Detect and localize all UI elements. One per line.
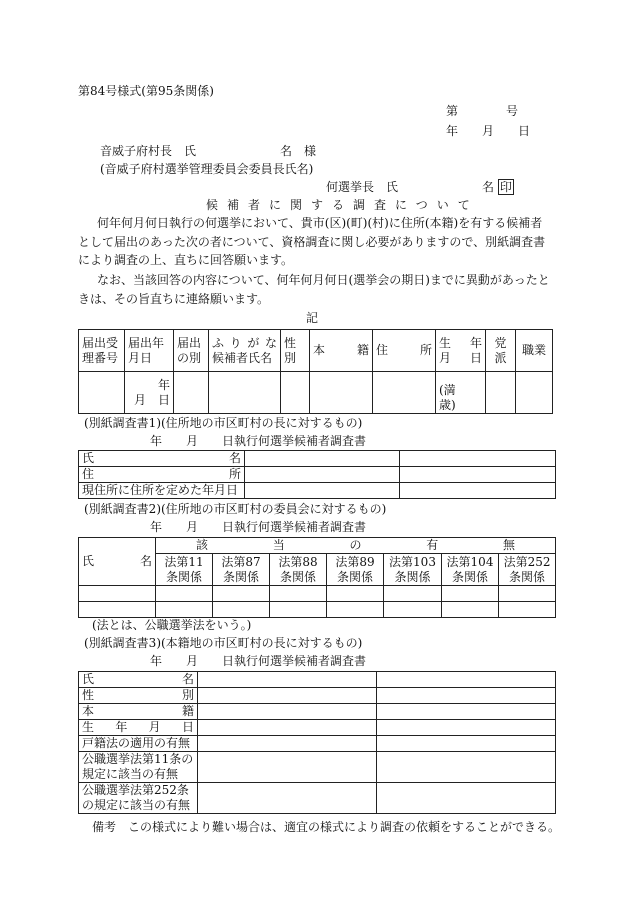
cell <box>156 586 213 602</box>
cell-age <box>436 372 486 414</box>
cell <box>198 752 377 783</box>
cell <box>79 372 125 414</box>
cell <box>281 372 310 414</box>
s2-name-label: 氏名 <box>79 538 156 586</box>
col-candidate-name <box>209 330 281 372</box>
s1-name-label: 氏名 <box>79 451 245 467</box>
s2-law-col-6: 法第252条関係 <box>499 554 556 586</box>
cell <box>327 602 384 618</box>
s3-art11-label: 公職選挙法第11条の規定に該当の有無 <box>79 752 198 783</box>
cell <box>79 602 156 618</box>
cell <box>377 752 556 783</box>
cell <box>198 704 377 720</box>
cell <box>213 586 270 602</box>
s2-law-col-1: 法第87条関係 <box>213 554 270 586</box>
cell <box>198 783 377 814</box>
s1-address-label: 住所 <box>79 467 245 483</box>
survey2-title: 年 月 日執行何選挙候補者調査書 <box>150 520 367 534</box>
sender-name: 何選挙長 氏 名 <box>326 180 495 194</box>
cell <box>377 704 556 720</box>
cell <box>245 451 400 467</box>
cell-filing-date <box>125 372 174 414</box>
s3-name-label: 氏名 <box>79 672 198 688</box>
cell <box>198 736 377 752</box>
addressee-note: (音威子府村選挙管理委員会委員長氏名) <box>100 162 314 176</box>
col-filing-date: 届出年月日 <box>125 330 174 372</box>
cell <box>209 372 281 414</box>
col-receipt-number: 届出受理番号 <box>79 330 125 372</box>
cell <box>400 467 556 483</box>
s2-law-col-4: 法第103条関係 <box>384 554 442 586</box>
cell <box>400 483 556 499</box>
s2-law-col-3: 法第89条関係 <box>327 554 384 586</box>
cell <box>373 372 436 414</box>
seal-mark: 印 <box>499 180 512 194</box>
cell <box>486 372 516 414</box>
col-domicile: 本籍 <box>310 330 373 372</box>
cell <box>499 586 556 602</box>
addressee: 音威子府村長 氏 名 様 <box>100 144 317 158</box>
cell <box>79 586 156 602</box>
cell <box>245 467 400 483</box>
s1-residence-date-label: 現住所に住所を定めた年月日 <box>79 483 245 499</box>
birth-year-label: 生年 <box>439 335 482 350</box>
cell <box>198 720 377 736</box>
survey3-title: 年 月 日執行何選挙候補者調査書 <box>150 654 367 668</box>
furigana-label: ふりがな <box>212 335 277 350</box>
paragraph-1-line-2: として届出のあった次の者について、資格調査に関し必要がありますので、別紙調査書 <box>78 235 546 249</box>
survey2-note: (法とは、公職選挙法をいう。) <box>92 618 252 632</box>
paragraph-1-line-1: 何年何月何日執行の何選挙において、貴市(区)(町)(村)に住所(本籍)を有する候補者 <box>97 216 543 230</box>
paragraph-1-line-3: により調査の上、直ちに回答願います。 <box>78 253 294 267</box>
cell <box>400 451 556 467</box>
s3-birthdate-label: 生年月日 <box>79 720 198 736</box>
paragraph-2-line-2: きは、その旨直ちに連絡願います。 <box>78 292 270 306</box>
survey1-title: 年 月 日執行何選挙候補者調査書 <box>150 434 367 448</box>
s2-law-col-0: 法第11条関係 <box>156 554 213 586</box>
cell <box>442 586 499 602</box>
survey3-caption: (別紙調査書3)(本籍地の市区町村の長に対するもの) <box>84 636 363 650</box>
birth-monthday-label: 月日 <box>439 350 482 365</box>
s3-art252-label: 公職選挙法第252条の規定に該当の有無 <box>79 783 198 814</box>
cell <box>198 688 377 704</box>
document-date: 年 月 日 <box>446 124 531 138</box>
col-address: 住所 <box>373 330 436 372</box>
cell <box>377 736 556 752</box>
cell <box>377 672 556 688</box>
col-sex: 性別 <box>281 330 310 372</box>
col-birthdate <box>436 330 486 372</box>
age-label: (満 歳) <box>439 383 468 412</box>
cell <box>516 372 553 414</box>
col-filing-type: 届出の別 <box>174 330 209 372</box>
survey1-caption: (別紙調査書1)(住所地の市区町村の長に対するもの) <box>84 416 363 430</box>
col-occupation: 職業 <box>516 330 553 372</box>
cell <box>377 783 556 814</box>
paragraph-2-line-1: なお、当該回答の内容について、何年何月何日(選挙会の期日)までに異動があったと <box>97 273 550 287</box>
cell <box>499 602 556 618</box>
survey2-caption: (別紙調査書2)(住所地の市区町村の委員会に対するもの) <box>84 502 387 516</box>
s2-law-col-2: 法第88条関係 <box>270 554 327 586</box>
form-number: 第84号様式(第95条関係) <box>78 84 214 98</box>
col-party: 党派 <box>486 330 516 372</box>
candidate-name-label: 候補者氏名 <box>212 350 273 365</box>
s3-domicile-label: 本籍 <box>79 704 198 720</box>
date-year: 年 <box>157 377 170 392</box>
remarks: 備考 この様式により難い場合は、適宜の様式により調査の依頼をすることができる。 <box>92 820 561 834</box>
survey1-table <box>78 450 556 499</box>
document-number: 第 号 <box>446 104 519 118</box>
candidate-table <box>78 329 553 414</box>
cell <box>384 586 442 602</box>
document-title: 候補者に関する調査について <box>206 198 479 212</box>
s3-family-register-label: 戸籍法の適用の有無 <box>79 736 198 752</box>
sender <box>326 180 514 194</box>
cell <box>270 586 327 602</box>
ki-heading: 記 <box>306 311 319 325</box>
date-monthday: 月 日 <box>133 392 170 407</box>
cell <box>174 372 209 414</box>
s2-law-col-5: 法第104条関係 <box>442 554 499 586</box>
cell <box>270 602 327 618</box>
cell <box>310 372 373 414</box>
s3-sex-label: 性別 <box>79 688 198 704</box>
s2-applicability-header: 該当の有無 <box>156 538 556 554</box>
cell <box>198 672 377 688</box>
cell <box>213 602 270 618</box>
survey3-table <box>78 671 556 814</box>
cell <box>377 688 556 704</box>
cell <box>245 483 400 499</box>
cell <box>327 586 384 602</box>
cell <box>384 602 442 618</box>
cell <box>442 602 499 618</box>
cell <box>156 602 213 618</box>
cell <box>377 720 556 736</box>
survey2-table <box>78 537 556 618</box>
